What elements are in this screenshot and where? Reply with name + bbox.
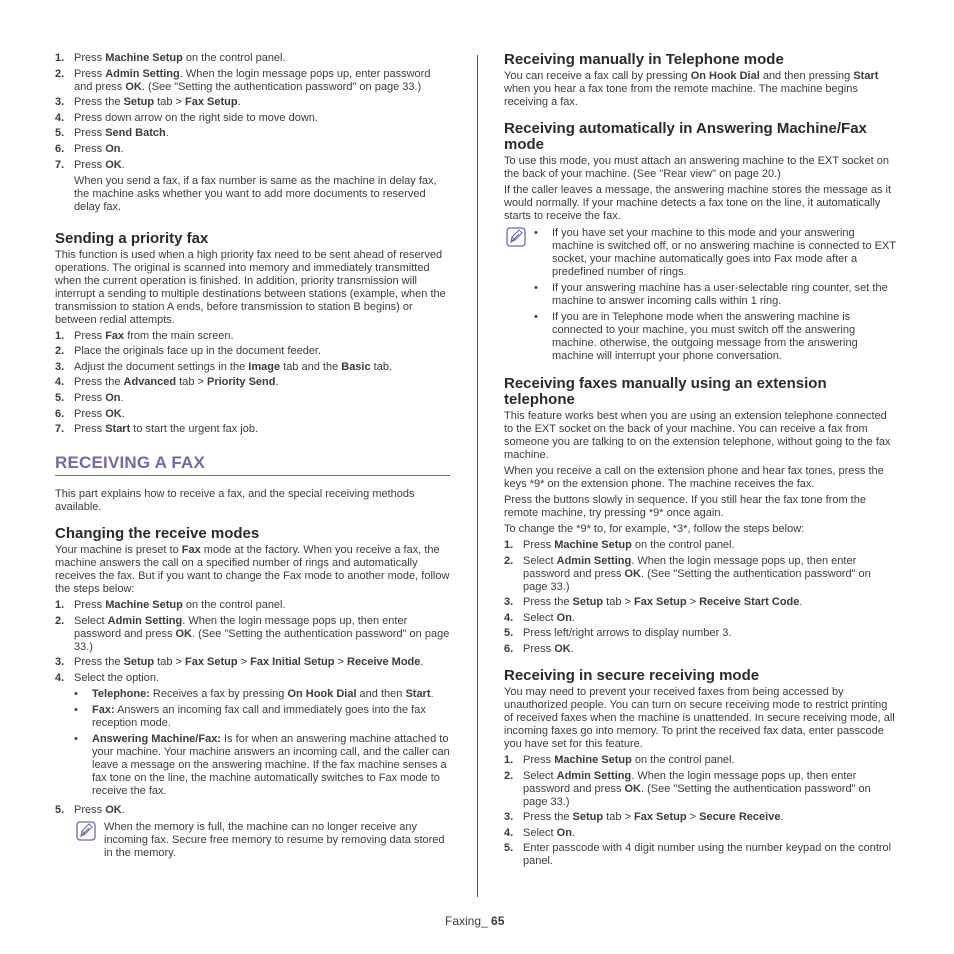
list-item xyxy=(55,804,450,817)
list-number: 2. xyxy=(55,345,65,358)
subsection-heading: Receiving manually in Telephone mode xyxy=(504,51,784,68)
paragraph: You can receive a fax call by pressing On Hook Dial and then pressing Start when you hear a fax tone from the remote machine. The machine begins receiving a fax. xyxy=(504,70,879,108)
list-text: Press the Setup tab > Fax Setup > Secure Receive. xyxy=(523,811,784,824)
list-text: Press OK. xyxy=(74,803,125,816)
option-list xyxy=(74,688,450,798)
bold-term: On xyxy=(556,826,572,839)
list-number: 5. xyxy=(55,127,65,140)
bold-term: Answering Machine/Fax: xyxy=(92,732,221,745)
list-number: 4. xyxy=(55,111,65,124)
list-item xyxy=(504,811,897,824)
bold-term: On xyxy=(556,611,572,624)
section-title: RECEIVING A FAX xyxy=(55,453,450,476)
list-number: 2. xyxy=(504,554,514,567)
list-text: Press the Advanced tab > Priority Send. xyxy=(74,376,279,389)
list-item xyxy=(55,52,450,65)
list-number: 1. xyxy=(55,599,65,612)
bold-term: Telephone: xyxy=(92,687,150,700)
bold-term: Fax Setup xyxy=(633,596,687,609)
list-number: 6. xyxy=(55,142,65,155)
paragraph: You may need to prevent your received faxes from being accessed by unauthorized people. You can turn on secure receiving mode to restrict printing of received faxes when the machine is unattended. In secure receiving mode, all incoming faxes go into memory. To print the received fax data, enter passcode you have set for this feature. xyxy=(504,685,895,750)
bold-term: Priority Send xyxy=(207,376,276,389)
bullet: • xyxy=(534,311,538,323)
bullet-text: If your answering machine has a user-selectable ring counter, set the machine to answer incoming calls within 1 ring. xyxy=(552,282,888,307)
note-pencil-icon xyxy=(504,227,534,366)
list-number: 6. xyxy=(55,407,65,420)
numbered-list xyxy=(504,539,897,656)
list-item xyxy=(504,596,897,609)
bold-term: Fax Initial Setup xyxy=(250,656,335,669)
bold-term: On Hook Dial xyxy=(690,70,760,82)
bold-term: OK xyxy=(624,782,641,795)
bullet: • xyxy=(74,703,78,716)
bullet: • xyxy=(74,687,78,700)
list-item xyxy=(55,361,450,374)
bold-term: Fax xyxy=(181,544,201,557)
bullet-item xyxy=(74,704,450,730)
list-text: Select On. xyxy=(523,611,575,624)
list-item xyxy=(504,555,897,594)
bold-term: Fax: xyxy=(92,703,115,716)
list-item xyxy=(55,143,450,156)
list-number: 2. xyxy=(55,614,65,627)
bold-term: On xyxy=(105,391,121,404)
list-number: 3. xyxy=(55,656,65,669)
bullet-text: Telephone: Receives a fax by pressing On Hook Dial and then Start. xyxy=(92,687,434,700)
list-number: 4. xyxy=(55,376,65,389)
left-column xyxy=(55,52,450,866)
bold-term: Machine Setup xyxy=(554,753,632,766)
list-text: Press OK. xyxy=(74,407,125,420)
bullet-item xyxy=(74,733,450,798)
paragraph: Your machine is preset to Fax mode at the factory. When you receive a fax, the machine answers the call on a specified number of rings and automatically receives the fax. But if you want to change the Fax mode to another mode, follow the steps below: xyxy=(55,544,450,596)
bullet-text: Answering Machine/Fax: Is for when an answering machine attached to your machine. Your machine answers an incoming call, and the caller can leave a message on the answering machine. If the fax machine senses a fax tone on the line, the machine automatically switches to Fax mode to receive the fax. xyxy=(92,732,450,797)
list-item xyxy=(55,423,450,436)
numbered-list xyxy=(55,599,450,816)
bullet: • xyxy=(74,732,78,745)
list-number: 4. xyxy=(55,671,65,684)
paragraph: If the caller leaves a message, the answering machine stores the message as it would normally. If your machine detects a fax tone on the line, it automatically starts to receive the fax. xyxy=(504,184,892,222)
bold-term: OK xyxy=(105,803,122,816)
list-item xyxy=(504,754,897,767)
paragraph: To change the *9* to, for example, *3*, follow the steps below: xyxy=(504,523,805,535)
list-number: 7. xyxy=(55,423,65,436)
bold-term: OK xyxy=(554,642,571,655)
list-text: Press Start to start the urgent fax job. xyxy=(74,423,259,436)
list-text: Select On. xyxy=(523,826,575,839)
bold-term: Advanced xyxy=(123,376,177,389)
paragraph: This feature works best when you are using an extension telephone connected to the EXT socket on the back of your machine. You can receive a fax from someone you are talking to on the extension telephone, without going to the fax machine. xyxy=(504,410,891,461)
list-text: Press the Setup tab > Fax Setup. xyxy=(74,96,241,109)
bullet: • xyxy=(534,282,538,294)
list-item xyxy=(55,408,450,421)
list-text: Press Admin Setting. When the login message pops up, enter password and press OK. (See "Setting the authentication password" on page 33.) xyxy=(74,67,431,93)
list-item xyxy=(55,159,450,217)
list-number: 3. xyxy=(504,596,514,609)
bold-term: Fax Setup xyxy=(184,96,238,109)
bold-term: Image xyxy=(248,360,281,373)
bold-term: Start xyxy=(105,423,131,436)
page-footer xyxy=(445,915,504,928)
bold-term: Fax Setup xyxy=(184,656,238,669)
numbered-list xyxy=(55,330,450,437)
list-number: 1. xyxy=(504,539,514,551)
subsection-heading: Sending a priority fax xyxy=(55,229,209,247)
list-item xyxy=(504,627,897,640)
bullet-item xyxy=(534,282,897,308)
list-item xyxy=(55,392,450,405)
list-text: Press left/right arrows to display number 3. xyxy=(523,627,732,640)
list-item xyxy=(55,672,450,801)
list-text: Press the Setup tab > Fax Setup > Fax Initial Setup > Receive Mode. xyxy=(74,656,424,669)
bold-term: On xyxy=(105,142,121,155)
bold-term: Receive Start Code xyxy=(699,596,800,609)
footer-section: Faxing_ xyxy=(445,914,492,928)
bullet-text: If you are in Telephone mode when the answering machine is connected to your machine, you must switch off the answering machine. otherwise, the outgoing message from the answering machine will interrupt your phone conversation. xyxy=(552,311,858,362)
column-divider xyxy=(477,55,478,897)
bold-term: Admin Setting xyxy=(556,769,632,782)
list-text: Press OK. xyxy=(523,642,574,655)
bold-term: Setup xyxy=(572,596,604,609)
list-item xyxy=(55,656,450,669)
subsection-heading: Changing the receive modes xyxy=(55,525,260,543)
list-text: Press Fax from the main screen. xyxy=(74,329,234,342)
list-number: 5. xyxy=(55,803,65,816)
bold-term: Machine Setup xyxy=(105,52,183,64)
list-number: 1. xyxy=(504,753,514,766)
subsection-heading: Receiving automatically in Answering Machine/Fax mode xyxy=(504,120,867,153)
bold-term: OK xyxy=(175,627,192,640)
bullet-item xyxy=(74,688,450,701)
list-item xyxy=(55,376,450,389)
note-pencil-icon xyxy=(74,821,104,860)
note-text xyxy=(534,227,897,366)
list-number: 1. xyxy=(55,52,65,64)
list-item xyxy=(504,827,897,840)
bold-term: OK xyxy=(624,567,641,580)
list-text: Select the option. • Telephone: Receives a fax by pressing On Hook Dial and then Start. • Fax: Answers an incoming fax call and immediately goes into the fax reception mode. • Answering Machine/Fax: Is for when an answering machine attached to your machine. Your machine answers an incoming call, and the caller can leave a message on the answering machine. If the fax machine senses a fax tone on the line, the machine automatically switches to Fax mode to receive the fax. xyxy=(74,671,450,797)
note-text: When the memory is full, the machine can no longer receive any incoming fax. Secure free memory to resume by removing data stored in the memory. xyxy=(104,820,445,859)
list-number: 7. xyxy=(55,158,65,171)
bold-term: Start xyxy=(853,70,879,82)
paragraph: To use this mode, you must attach an answering machine to the EXT socket on the back of your machine. (See "Rear view" on page 20.) xyxy=(504,155,890,180)
paragraph: This part explains how to receive a fax, and the special receiving methods available. xyxy=(55,488,415,514)
list-text: Place the originals face up in the document feeder. xyxy=(74,345,322,358)
list-text: Press Machine Setup on the control panel. xyxy=(74,599,286,612)
list-text: Press Machine Setup on the control panel. xyxy=(74,52,286,64)
subsection-heading: Receiving in secure receiving mode xyxy=(504,666,760,684)
bold-term: Start xyxy=(405,687,431,700)
bold-term: Admin Setting xyxy=(556,554,632,567)
right-column xyxy=(504,52,897,871)
bullet: • xyxy=(534,227,538,239)
bold-term: On Hook Dial xyxy=(287,687,357,700)
numbered-list xyxy=(504,754,897,868)
list-item xyxy=(55,96,450,109)
bold-term: Receive Mode xyxy=(347,656,421,669)
list-number: 3. xyxy=(55,360,65,373)
bold-term: Secure Receive xyxy=(699,811,781,824)
list-number: 2. xyxy=(504,769,514,782)
list-number: 3. xyxy=(55,96,65,109)
list-number: 2. xyxy=(55,67,65,80)
bullet-text: Fax: Answers an incoming fax call and immediately goes into the fax reception mode. xyxy=(92,703,426,729)
list-item xyxy=(55,330,450,343)
list-item xyxy=(504,770,897,809)
paragraph: Press the buttons slowly in sequence. If you still hear the fax tone from the remote machine, try pressing *9* once again. xyxy=(504,494,866,519)
list-number: 6. xyxy=(504,642,514,655)
list-text: Select Admin Setting. When the login message pops up, then enter password and press OK. (See "Setting the authentication password" on page 33.) xyxy=(74,614,450,653)
list-item xyxy=(504,539,897,552)
list-text: Press On. xyxy=(74,142,124,155)
bold-term: Admin Setting xyxy=(105,67,180,80)
list-number: 5. xyxy=(55,391,65,404)
bold-term: OK xyxy=(105,407,122,420)
list-text: Press On. xyxy=(74,391,124,404)
bold-term: Machine Setup xyxy=(554,539,632,551)
list-number: 3. xyxy=(504,811,514,824)
list-item xyxy=(55,615,450,654)
bold-term: Admin Setting xyxy=(107,614,183,627)
list-item xyxy=(55,345,450,358)
paragraph: When you receive a call on the extension phone and hear fax tones, press the keys *9* on the extension phone. The machine receives the fax. xyxy=(504,465,884,490)
bullet-text: If you have set your machine to this mode and your answering machine is switched off, or no answering machine is connected to EXT socket, your machine automatically goes into Fax mode after a predefined number of rings. xyxy=(552,227,896,278)
bold-term: OK xyxy=(105,158,122,171)
bold-term: OK xyxy=(125,80,142,93)
list-item xyxy=(55,112,450,125)
list-text: Adjust the document settings in the Image tab and the Basic tab. xyxy=(74,360,393,373)
bold-term: Setup xyxy=(123,656,155,669)
list-number: 1. xyxy=(55,329,65,342)
list-text: Enter passcode with 4 digit number using the number keypad on the control panel. xyxy=(523,842,892,868)
list-item xyxy=(55,68,450,94)
numbered-list xyxy=(55,52,450,217)
bold-term: Fax xyxy=(105,329,125,342)
list-note: When you send a fax, if a fax number is same as the machine in delay fax, the machine asks whether you want to add more documents to reserved delay fax. xyxy=(74,174,437,213)
list-number: 4. xyxy=(504,611,514,624)
list-item xyxy=(55,599,450,612)
note-box xyxy=(504,227,897,366)
list-item xyxy=(504,842,897,868)
bold-term: Setup xyxy=(572,811,604,824)
list-text: Press OK. When you send a fax, if a fax number is same as the machine in delay fax, the machine asks whether you want to add more documents to reserved delay fax. xyxy=(74,159,450,217)
list-number: 5. xyxy=(504,842,514,855)
list-text: Press down arrow on the right side to move down. xyxy=(74,111,318,124)
list-text: Press Send Batch. xyxy=(74,127,169,140)
list-number: 4. xyxy=(504,826,514,839)
paragraph: This function is used when a high priority fax need to be sent ahead of reserved operations. The original is scanned into memory and immediately transmitted when the current operation is finished. In addition, priority transmission will interrupt a sending to multiple destinations between stations (example, when the transmission to station A ends, before transmission to station B begins) or between redial attempts. xyxy=(55,248,446,326)
bold-term: Fax Setup xyxy=(633,811,687,824)
bold-term: Setup xyxy=(123,96,155,109)
bullet-item xyxy=(534,227,897,279)
bold-term: Basic xyxy=(341,360,371,373)
list-text: Select Admin Setting. When the login message pops up, then enter password and press OK. (See "Setting the authentication password" on page 33.) xyxy=(523,554,871,593)
bold-term: Send Batch xyxy=(105,127,166,140)
list-text: Press the Setup tab > Fax Setup > Receive Start Code. xyxy=(523,596,803,609)
note-box xyxy=(74,821,450,860)
list-text: Press Machine Setup on the control panel. xyxy=(523,539,735,551)
list-item xyxy=(504,643,897,656)
list-text: Select Admin Setting. When the login message pops up, then enter password and press OK. (See "Setting the authentication password" on page 33.) xyxy=(523,769,871,808)
list-text: Press Machine Setup on the control panel. xyxy=(523,753,735,766)
list-item xyxy=(504,612,897,625)
page-number: 65 xyxy=(491,914,505,928)
subsection-heading: Receiving faxes manually using an extension telephone xyxy=(504,375,827,408)
bold-term: Machine Setup xyxy=(105,599,183,612)
list-item xyxy=(55,127,450,140)
bullet-item xyxy=(534,311,897,363)
list-number: 5. xyxy=(504,627,514,640)
